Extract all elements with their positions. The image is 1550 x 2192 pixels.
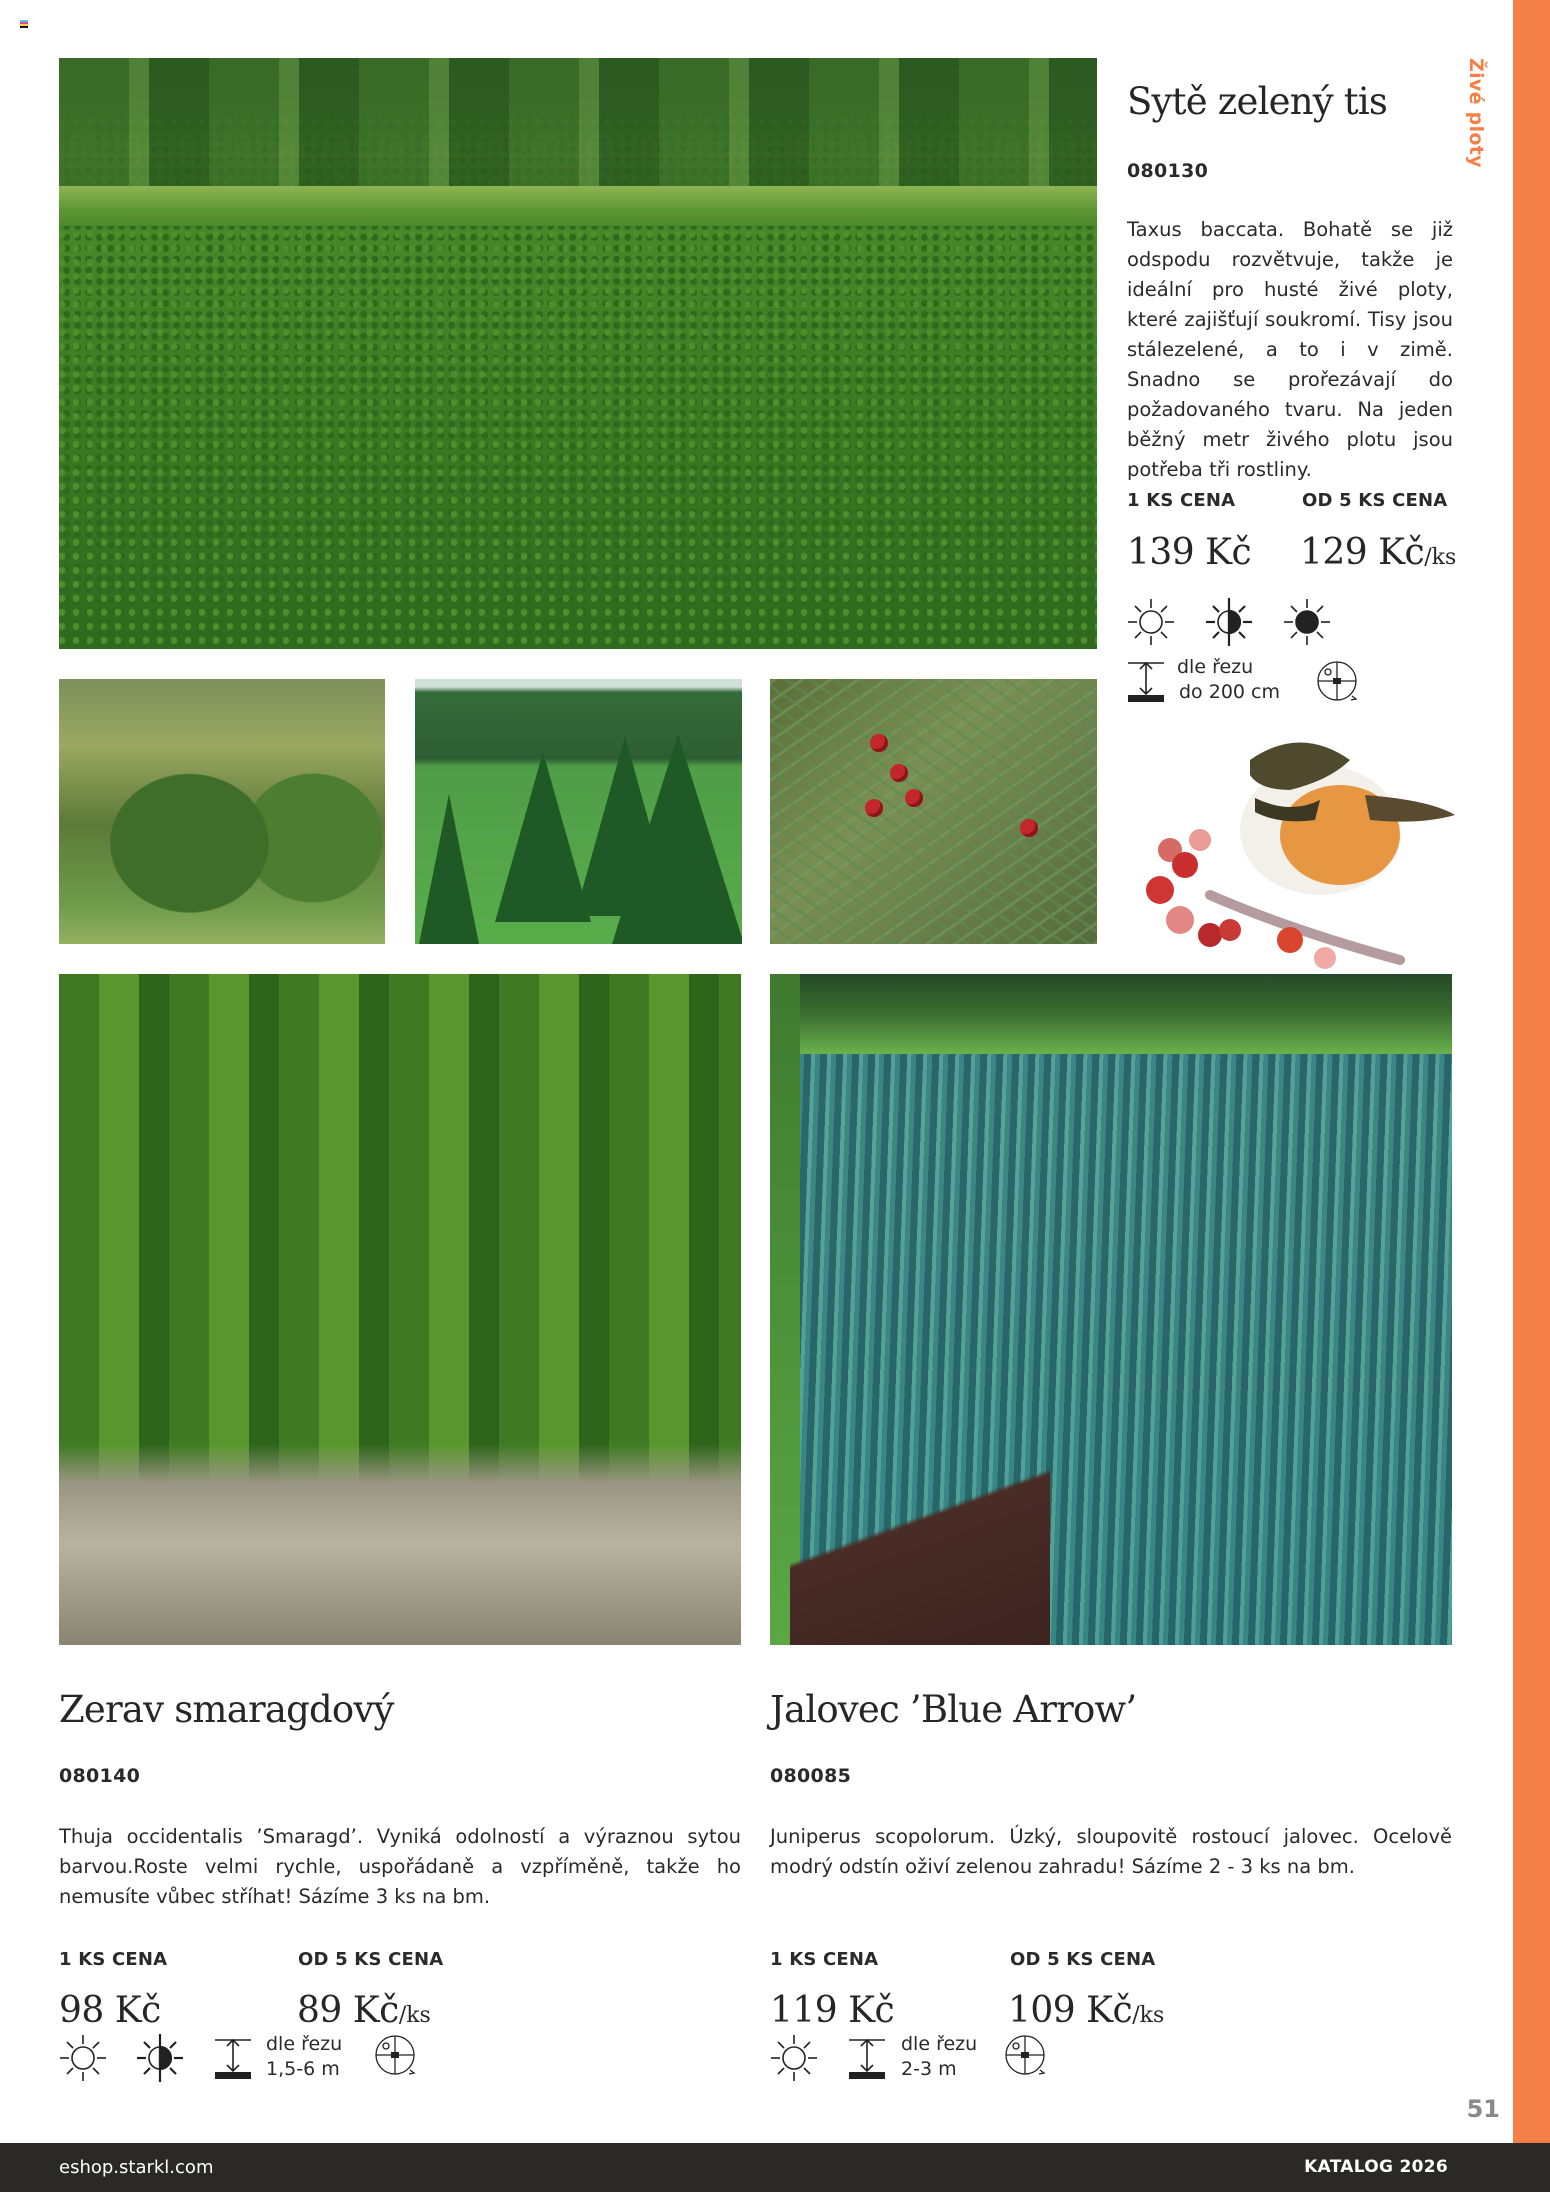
product-description: Juniperus scopolorum. Úzký, sloupovitě rostoucí jalovec. Ocelově modrý odstín oživí zelenou zahradu! Sázíme 2 - 3 ks na bm. bbox=[770, 1825, 1452, 1878]
product-title: Zerav smaragdový bbox=[59, 1688, 394, 1731]
height-line2: 2-3 m bbox=[901, 2058, 957, 2080]
height-info bbox=[266, 2032, 342, 2082]
side-accent-bar bbox=[1513, 0, 1550, 2143]
product-code: 080085 bbox=[770, 1765, 852, 1787]
price-bulk-unit: /ks bbox=[1132, 2003, 1165, 2028]
price-single-label: 1 KS CENA bbox=[770, 1949, 879, 1970]
price-bulk-unit: /ks bbox=[398, 2003, 431, 2028]
height-icon bbox=[214, 2038, 252, 2080]
full-sun-icon bbox=[1127, 598, 1175, 646]
main-photo-yew-hedge bbox=[59, 58, 1097, 649]
product-code: 080140 bbox=[59, 1765, 141, 1787]
price-bulk-unit: /ks bbox=[1424, 545, 1457, 570]
price-bulk bbox=[1300, 532, 1456, 573]
product-description: Thuja occidentalis ’Smaragd’. Vyniká odolností a výraznou sytou barvou.Roste velmi rychle, uspořádaně a vzpříměně, takže ho nemusíte vůbec stříhat! Sázíme 3 ks na bm. bbox=[59, 1825, 741, 1908]
watercolor-bird-illustration bbox=[1140, 720, 1470, 970]
height-icon bbox=[848, 2038, 886, 2080]
price-single-label: 1 KS CENA bbox=[1127, 490, 1236, 511]
product-code: 080130 bbox=[1127, 160, 1209, 182]
height-line1: dle řezu bbox=[266, 2033, 343, 2055]
photo-round-yew-shrubs bbox=[59, 679, 385, 944]
half-shade-icon bbox=[136, 2034, 184, 2082]
price-bulk bbox=[297, 1990, 431, 2031]
price-single: 119 Kč bbox=[770, 1990, 895, 2031]
product-description: Taxus baccata. Bohatě se již odspodu rozvětvuje, takže je ideální pro husté živé ploty, které zajišťují soukromí. Tisy jsou stálezelené, a to i v zimě. Snadno se prořezávají do požadovaného tvaru. Na jeden běžný metr živého plotu jsou potřeba tři rostliny. bbox=[1127, 218, 1453, 481]
price-bulk-label: OD 5 KS CENA bbox=[1302, 490, 1448, 511]
height-line1: dle řezu bbox=[901, 2033, 978, 2055]
category-label-text: Živé ploty bbox=[1465, 58, 1487, 168]
planting-season-icon bbox=[1004, 2034, 1048, 2078]
product-title: Sytě zelený tis bbox=[1127, 80, 1388, 123]
category-label bbox=[1455, 58, 1495, 168]
full-sun-icon bbox=[770, 2034, 818, 2082]
height-icon bbox=[1127, 661, 1165, 703]
footer-eshop-link[interactable]: eshop.starkl.com bbox=[59, 2157, 214, 2178]
price-single-label: 1 KS CENA bbox=[59, 1949, 168, 1970]
price-single: 139 Kč bbox=[1127, 532, 1252, 573]
price-bulk-value: 129 Kč bbox=[1300, 532, 1425, 573]
height-info bbox=[1177, 655, 1280, 705]
price-bulk-label: OD 5 KS CENA bbox=[1010, 1949, 1156, 1970]
price-bulk bbox=[1008, 1990, 1164, 2031]
full-sun-icon bbox=[59, 2034, 107, 2082]
product-title: Jalovec ’Blue Arrow’ bbox=[770, 1688, 1137, 1731]
height-info bbox=[901, 2032, 977, 2082]
height-line1: dle řezu bbox=[1177, 656, 1254, 678]
photo-yew-berries-closeup bbox=[770, 679, 1097, 944]
print-registration-mark bbox=[20, 20, 28, 28]
footer-catalog-label: KATALOG 2026 bbox=[1304, 2157, 1448, 2177]
price-bulk-label: OD 5 KS CENA bbox=[298, 1949, 444, 1970]
height-line2: 1,5-6 m bbox=[266, 2058, 340, 2080]
shade-icon bbox=[1283, 598, 1331, 646]
planting-season-icon bbox=[374, 2034, 418, 2078]
price-bulk-value: 109 Kč bbox=[1008, 1990, 1133, 2031]
photo-blue-arrow-juniper bbox=[770, 974, 1452, 1645]
photo-thuja-smaragd-hedge bbox=[59, 974, 741, 1645]
photo-yew-cone-topiary bbox=[415, 679, 742, 944]
footer-bar bbox=[0, 2143, 1550, 2192]
price-bulk-value: 89 Kč bbox=[297, 1990, 399, 2031]
planting-season-icon bbox=[1316, 660, 1360, 704]
price-single: 98 Kč bbox=[59, 1990, 161, 2031]
height-line2: do 200 cm bbox=[1179, 681, 1280, 703]
half-shade-icon bbox=[1205, 598, 1253, 646]
page-number: 51 bbox=[1466, 2095, 1500, 2123]
